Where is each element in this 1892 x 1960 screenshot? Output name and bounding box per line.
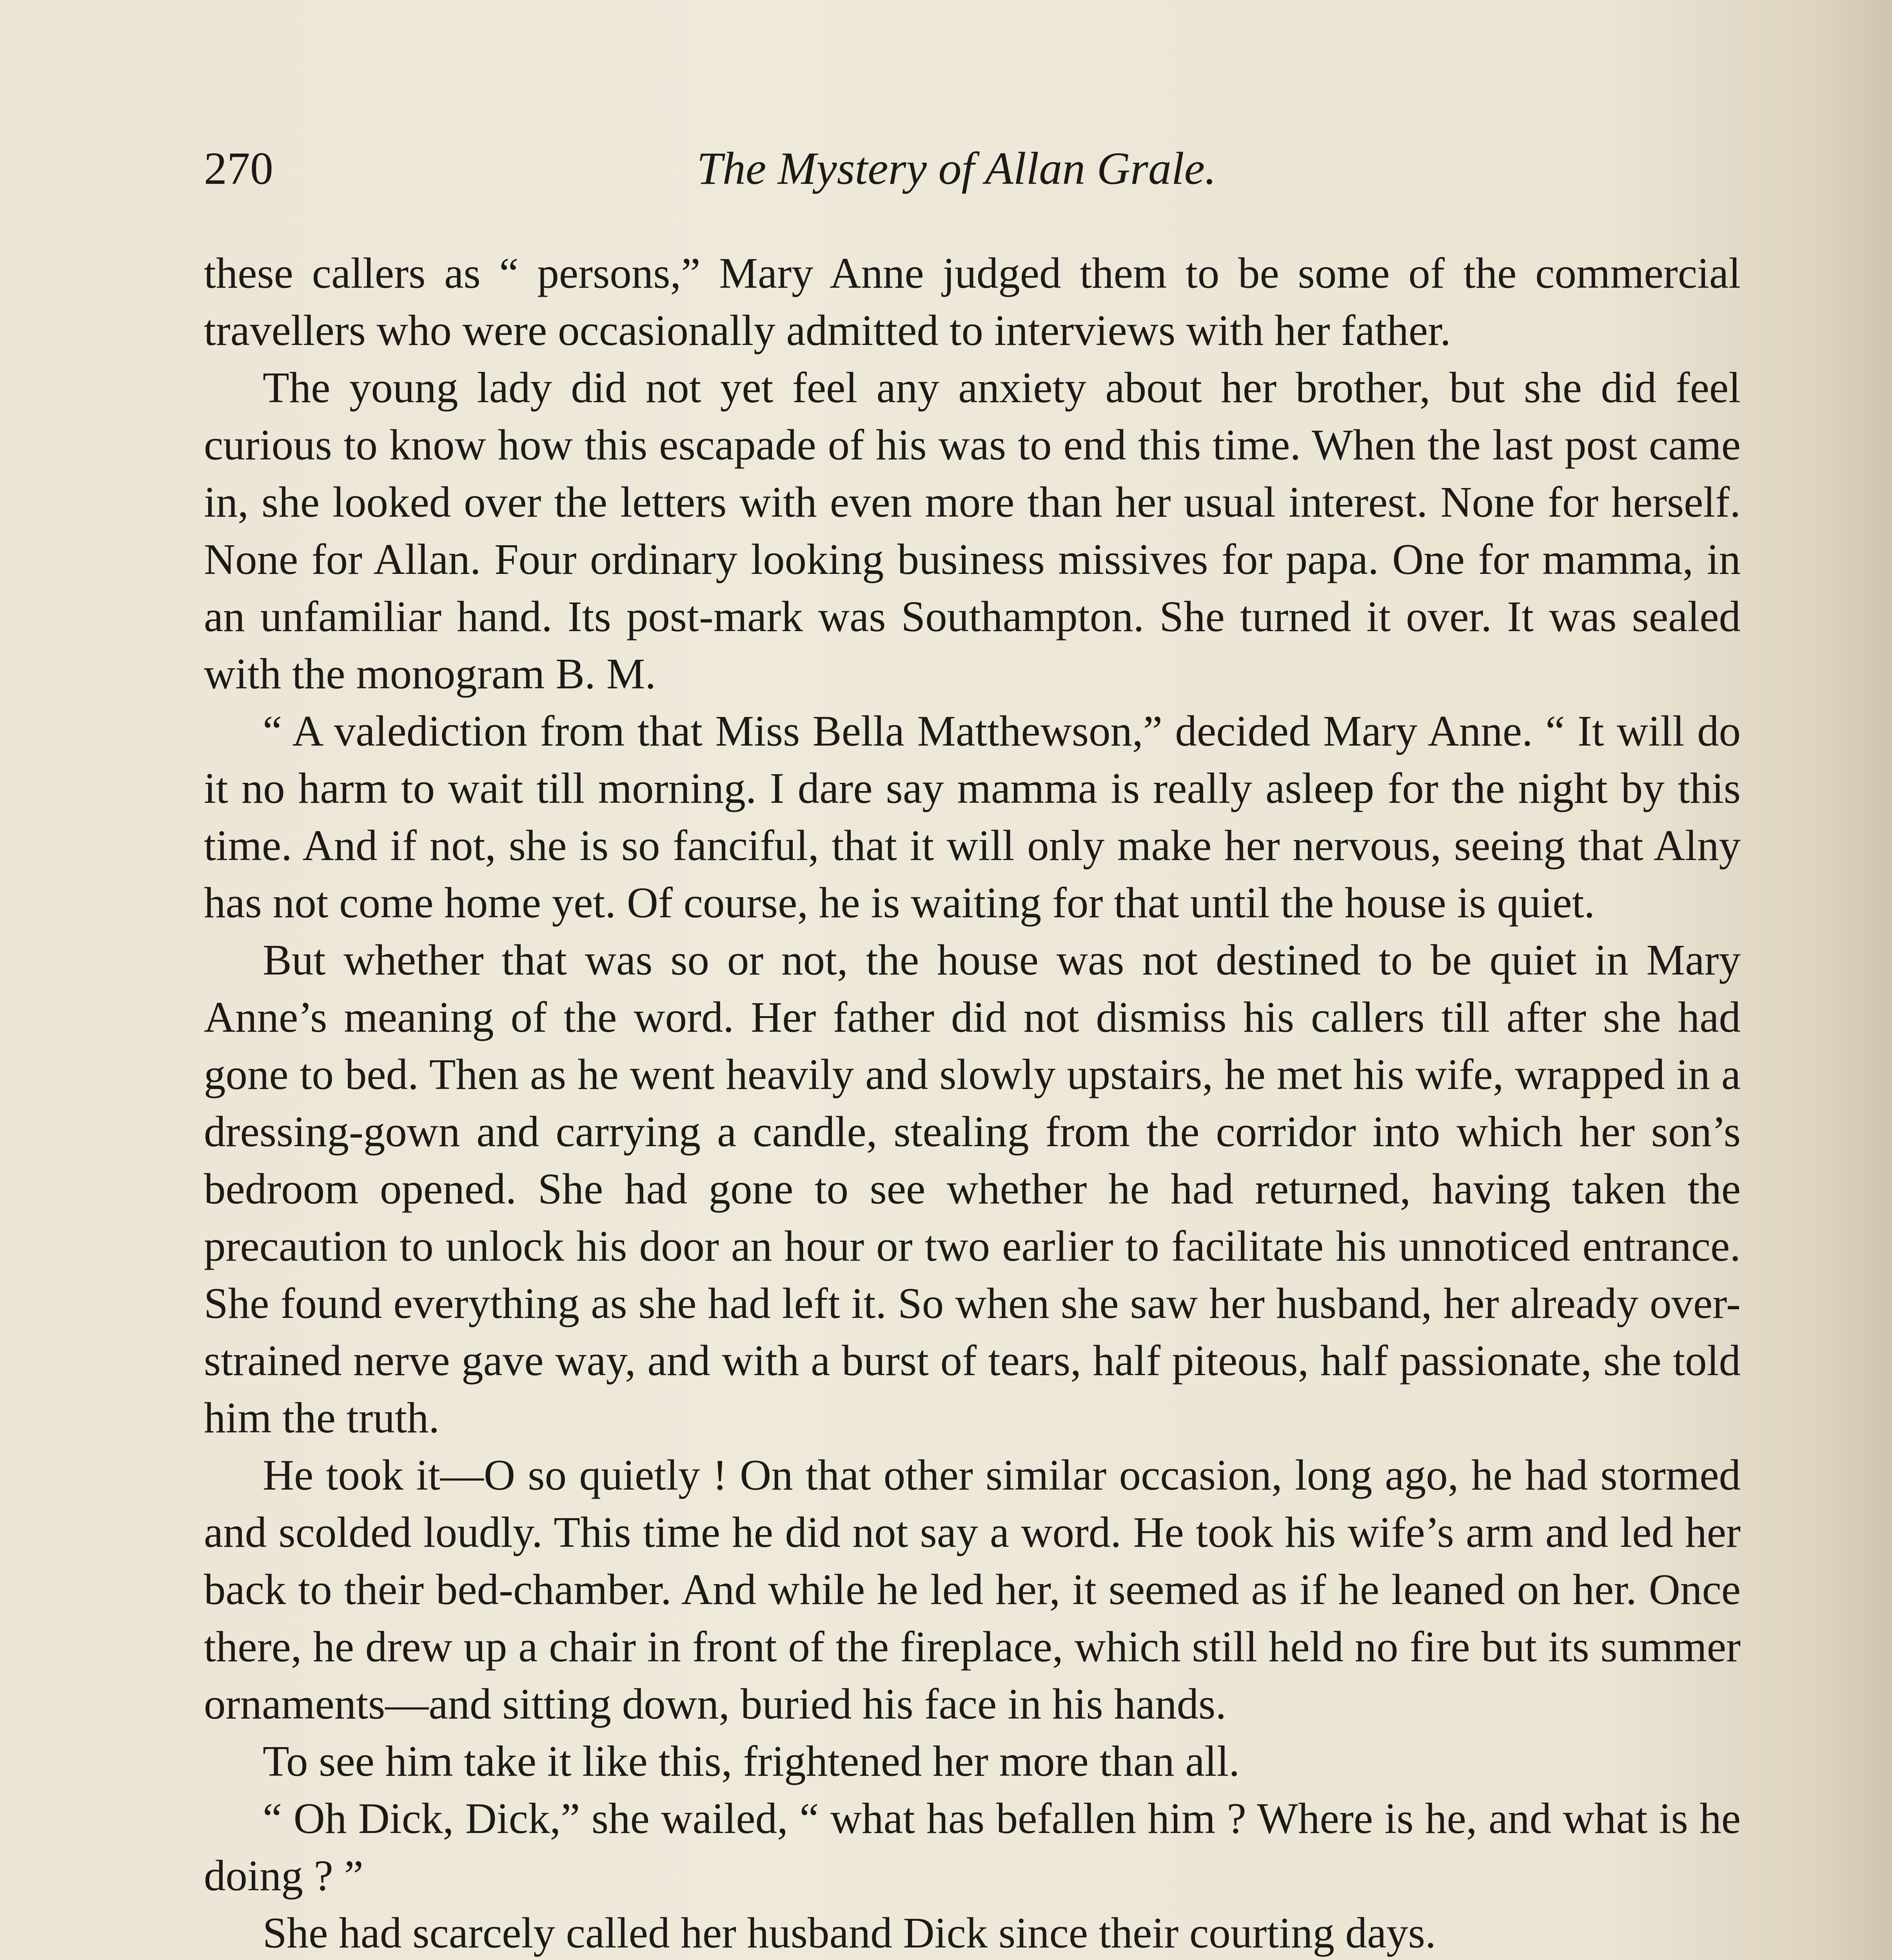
paragraph: He took it—O so quietly ! On that other similar occasion, long ago, he had stormed and scolded loudly. This time he did not say a word. He took his wife’s arm and led her back to their bed-chamber. And while he led her, it seemed as if he leaned on her. Once there, he drew up a chair in front of the fireplace, which still held no fire but its summer ornaments—and sitting down, buried his face in his hands. <box>204 1451 1741 1728</box>
paragraph: “ Oh Dick, Dick,” she wailed, “ what has befallen him ? Where is he, and what is he doing ? ” <box>204 1795 1741 1900</box>
paragraph: these callers as “ persons,” Mary Anne judged them to be some of the commercial travellers who were occasionally admitted to interviews with her father. <box>204 249 1741 355</box>
page-number: 270 <box>204 143 273 194</box>
paragraph: But whether that was so or not, the house was not destined to be quiet in Mary Anne’s meaning of the word. Her father did not dismiss his callers till after she had gone to bed. Then as he went heavily and slowly upstairs, he met his wife, wrapped in a dressing-gown and carrying a candle, stealing from the corridor into which her son’s bedroom opened. She had gone to see whether he had returned, having taken the precaution to unlock his door an hour or two earlier to facilitate his unnoticed entrance. She found everything as she had left it. So when she saw her husband, her already over-strained nerve gave way, and with a burst of tears, half piteous, half passionate, she told him the truth. <box>204 936 1741 1442</box>
paragraph: To see him take it like this, frightened her more than all. <box>263 1737 1240 1786</box>
paragraph: The young lady did not yet feel any anxiety about her brother, but she did feel curious to know how this escapade of his was to end this time. When the last post came in, she looked over the letters with even more than her usual interest. None for herself. None for Allan. Four ordinary looking business missives for papa. One for mamma, in an unfamiliar hand. Its post-mark was Southampton. She turned it over. It was sealed with the monogram B. M. <box>204 364 1741 698</box>
paragraph: She had scarcely called her husband Dick since their courting days. <box>263 1909 1436 1957</box>
paragraph: “ A valediction from that Miss Bella Matthewson,” decided Mary Anne. “ It will do it no harm to wait till morning. I dare say mamma is really asleep for the night by this time. And if not, she is so fanciful, that it will only make her nervous, seeing that Alny has not come home yet. Of course, he is waiting for that until the house is quiet. <box>204 707 1741 927</box>
page-header <box>204 135 1709 202</box>
running-title: The Mystery of Allan Grale. <box>697 143 1217 194</box>
body-text <box>204 245 1741 1960</box>
